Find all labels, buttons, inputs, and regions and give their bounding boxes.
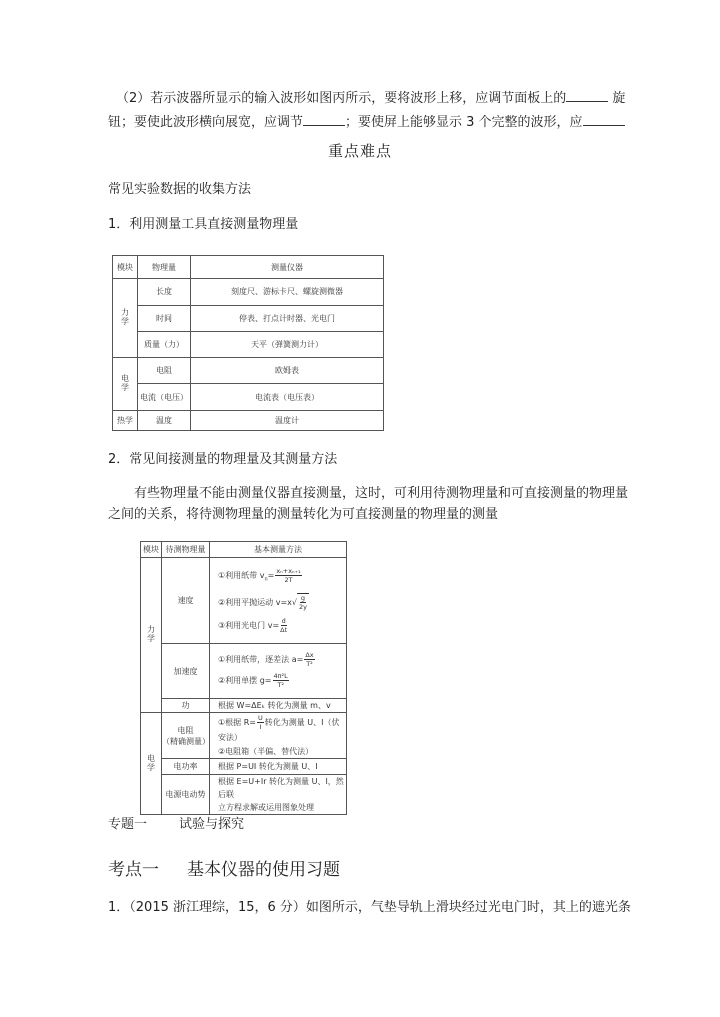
t2-power: 电功率: [162, 759, 210, 775]
t2-work: 功: [162, 699, 210, 713]
t2-module-electricity: 电学: [146, 753, 156, 772]
subtitle: 常见实验数据的收集方法: [108, 182, 252, 197]
answer-blank-3: [583, 112, 625, 126]
t1-cell: 电阻: [138, 358, 191, 384]
resistance-method-1: ①根据 R=: [218, 718, 256, 727]
answer-blank-1: [566, 88, 608, 102]
t1-module-heat: 热学: [113, 410, 138, 430]
intro-line-1: [116, 88, 625, 109]
section-label: 考点一: [108, 860, 159, 880]
frac-den: T²: [306, 660, 313, 668]
emf-method-line-2: 立方程求解或运用图象处理: [218, 803, 314, 812]
speed-fraction-3: [280, 617, 287, 634]
table-direct-measurement: [112, 255, 384, 431]
t1-header-module: 模块: [113, 256, 138, 279]
topic-line: [108, 815, 244, 835]
speed-method-1: ①利用纸带 v: [218, 571, 265, 581]
intro-line-1-text: （2）若示波器所显示的输入波形如图丙所示，要将波形上移，应调节面板上的: [116, 91, 567, 106]
t1-cell: 电流（电压）: [138, 384, 191, 410]
frac-den: 2T: [284, 576, 293, 585]
t1-module-electricity: 电学: [120, 373, 130, 392]
t2-accel: 加速度: [162, 644, 210, 699]
speed-method-2: ②利用平抛运动 v=x: [218, 597, 292, 607]
topic-title: 试验与探究: [179, 817, 245, 832]
accel-method-1: ①利用纸带，逐差法 a=: [218, 655, 304, 664]
frac-num: U: [257, 714, 263, 722]
resistance-method-1-post: 转化为测量 U、I（伏安法）: [218, 718, 340, 742]
t1-cell: 质量（力）: [138, 331, 191, 357]
paragraph-line-1: 有些物理量不能由测量仪器直接测量，这时，可利用待测物理量和可直接测量的物理量: [134, 486, 629, 501]
speed-sqrt: [297, 593, 309, 611]
table-indirect-measurement: [140, 541, 347, 815]
section-line: [108, 855, 340, 880]
frac-den: Δt: [280, 625, 288, 634]
frac-den: T²: [277, 681, 284, 689]
resistance-name: 电阻: [177, 725, 194, 735]
t1-cell: 停表、打点计时器、光电门: [191, 305, 384, 331]
frac-den: 2y: [299, 602, 307, 611]
t1-cell: 天平（弹簧测力计）: [191, 331, 384, 357]
t1-header-instrument: 测量仪器: [191, 256, 384, 279]
frac-num: 4π²L: [273, 672, 288, 680]
frac-den: I: [259, 723, 262, 731]
speed-fraction-1: [275, 567, 301, 584]
t2-accel-methods: [210, 644, 347, 699]
frac-num: g: [300, 593, 306, 602]
frac-num: xₙ+xₙ₊₁: [276, 567, 301, 576]
t2-emf: 电源电动势: [162, 775, 210, 815]
answer-blank-2: [303, 112, 345, 126]
t1-cell: 电流表（电压表）: [191, 384, 384, 410]
resistance-fraction: [257, 714, 264, 731]
speed-method-1-sub: n: [264, 576, 268, 583]
question-1: 1．（2015 浙江理综，15，6 分）如图所示，气垫导轨上滑块经过光电门时，其上的遮光条: [108, 900, 631, 915]
t2-power-method: 根据 P=UI 转化为测量 U、I: [210, 759, 347, 775]
t2-emf-method: [210, 775, 347, 815]
intro-line-2: [108, 112, 625, 133]
t1-cell: 欧姆表: [191, 358, 384, 384]
accel-method-2: ②利用单摆 g=: [218, 676, 272, 685]
resistance-note: （精确测量）: [162, 736, 210, 746]
item-1: 1．利用测量工具直接测量物理量: [108, 217, 299, 232]
speed-fraction-2: [299, 594, 307, 611]
item-2: 2．常见间接测量的物理量及其测量方法: [108, 452, 338, 467]
t1-module-mechanics: 力学: [120, 308, 130, 327]
intro-line-2-text: 钮；要使此波形横向展宽，应调节: [108, 115, 304, 130]
t1-cell: 时间: [138, 305, 191, 331]
t1-cell: 温度: [138, 410, 191, 430]
t2-header-method: 基本测量方法: [210, 542, 347, 558]
paragraph-line-2: 之间的关系，将待测物理量的测量转化为可直接测量的物理量的测量: [108, 507, 499, 522]
section-title: 基本仪器的使用习题: [187, 860, 340, 880]
topic-label: 专题一: [108, 817, 148, 832]
t1-header-quantity: 物理量: [138, 256, 191, 279]
t2-resistance-methods: [210, 713, 347, 759]
t1-cell: 刻度尺、游标卡尺、螺旋测微器: [191, 279, 384, 305]
t1-cell: 温度计: [191, 410, 384, 430]
resistance-method-2: ②电阻箱（半偏、替代法）: [218, 747, 314, 756]
speed-method-3: ③利用光电门 v=: [218, 620, 280, 630]
t2-resistance: [162, 713, 210, 759]
frac-num: d: [281, 616, 286, 625]
t2-work-method: 根据 W=ΔEₖ 转化为测量 m、v: [210, 699, 347, 713]
t2-module-mechanics: 力学: [146, 625, 156, 643]
intro-line-2-mid: ；要使屏上能够显示 3 个完整的波形，应: [345, 115, 583, 130]
emf-method-line-1: 根据 E=U+Ir 转化为测量 U、I，然后联: [218, 777, 344, 799]
t2-speed-methods: ①利用纸带 $v_n=$ $\frac{\text{xₙ+xₙ₊₁}}{2T}$ ②利用平抛运动 v=x√ $\frac{g}{2y}$ ③利用光电门 v= $\frac{d}{\Delta t}$: [210, 558, 347, 644]
t2-header-module: 模块: [141, 542, 162, 558]
accel-fraction-1: [304, 651, 314, 668]
t1-cell: 长度: [138, 279, 191, 305]
intro-line-1-end: 旋: [612, 91, 626, 106]
section-heading: 重点难点: [327, 142, 392, 160]
t2-speed: 速度: [162, 558, 210, 644]
frac-num: Δx: [305, 651, 314, 659]
t2-header-quantity: 待测物理量: [162, 542, 210, 558]
accel-fraction-2: [273, 672, 289, 689]
